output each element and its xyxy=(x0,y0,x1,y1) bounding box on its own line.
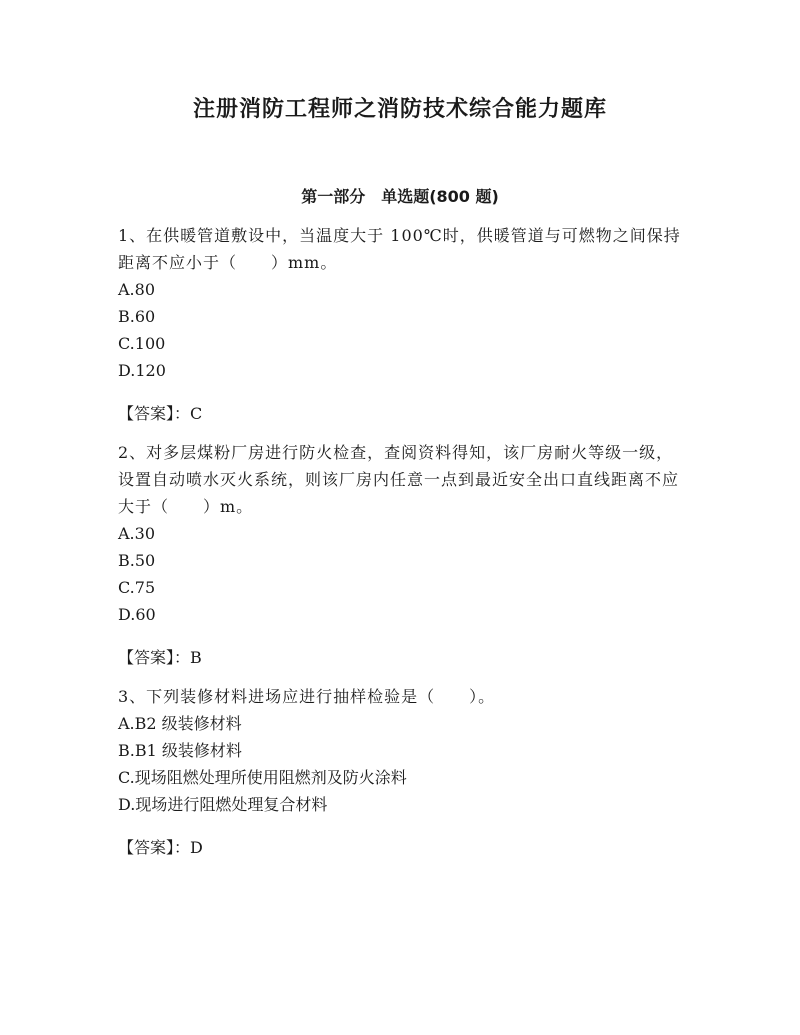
answer-line: 【答案】：B xyxy=(118,648,202,667)
option-d: D.60 xyxy=(118,605,156,624)
question-item xyxy=(118,222,688,427)
question-text: 1、在供暖管道敷设中，当温度大于 100℃时，供暖管道与可燃物之间保持距离不应小于（ ）mm。 xyxy=(118,226,681,272)
option-d: D.现场进行阻燃处理复合材料 xyxy=(118,795,328,814)
question-text: 2、对多层煤粉厂房进行防火检查，查阅资料得知，该厂房耐火等级一级，设置自动喷水灭火系统，则该厂房内任意一点到最近安全出口直线距离不应大于（ ）m。 xyxy=(118,443,680,516)
answer-line: 【答案】：C xyxy=(118,404,203,423)
question-list xyxy=(118,222,688,873)
option-c: C.75 xyxy=(118,578,156,597)
option-a: A.80 xyxy=(118,280,155,299)
option-a: A.B2 级装修材料 xyxy=(118,714,242,733)
option-c: C.现场阻燃处理所使用阻燃剂及防火涂料 xyxy=(118,768,407,787)
question-text: 3、下列装修材料进场应进行抽样检验是（ ）。 xyxy=(118,687,496,706)
question-item xyxy=(118,683,688,861)
answer-line: 【答案】：D xyxy=(118,838,203,857)
section-title: 第一部分 单选题(800 题) xyxy=(301,187,499,206)
option-c: C.100 xyxy=(118,334,166,353)
document-title: 注册消防工程师之消防技术综合能力题库 xyxy=(192,97,607,122)
option-b: B.50 xyxy=(118,551,156,570)
question-item xyxy=(118,439,688,671)
option-b: B.B1 级装修材料 xyxy=(118,741,242,760)
option-a: A.30 xyxy=(118,524,155,543)
option-d: D.120 xyxy=(118,361,166,380)
option-b: B.60 xyxy=(118,307,156,326)
